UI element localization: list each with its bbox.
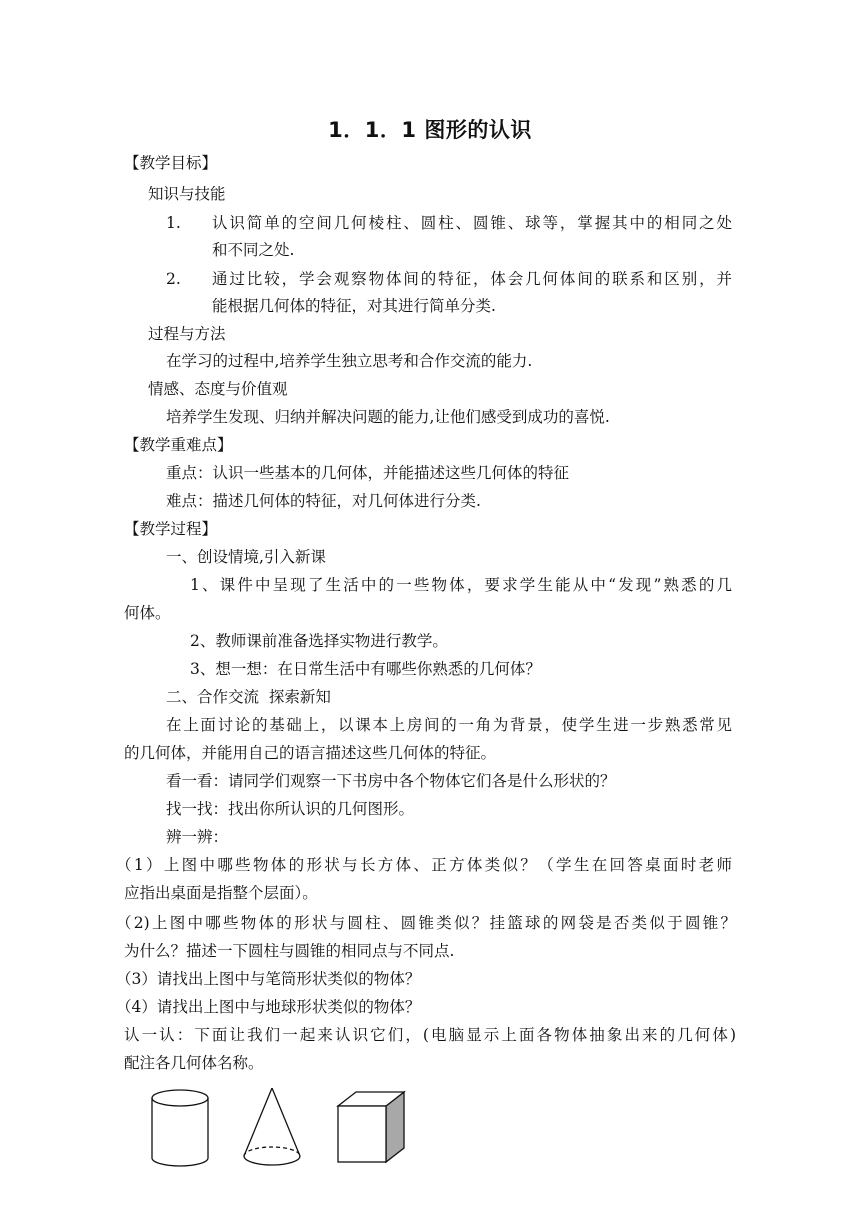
s1-para1-line2: 何体。 <box>124 604 171 622</box>
s1-para3: 3、想一想：在日常生活中有哪些你熟悉的几何体？ <box>190 660 541 678</box>
question2-line2: 为什么？描述一下圆柱与圆锥的相同点与不同点. <box>124 942 455 960</box>
knowledge-heading: 知识与技能 <box>148 185 226 203</box>
emotion-text: 培养学生发现、归纳并解决问题的能力,让他们感受到成功的喜悦. <box>166 408 610 426</box>
s2-para1-line1: 在上面讨论的基础上，以课本上房间的一角为背景，使学生进一步熟悉常见 <box>166 716 732 734</box>
s1-para1-line1: 1、课件中呈现了生活中的一些物体，要求学生能从中“发现”熟悉的几 <box>190 576 732 594</box>
question1-line2: 应指出桌面是指整个层面）。 <box>124 884 318 902</box>
recognize-line2: 配注各几何体名称。 <box>124 1054 264 1072</box>
cube-figure <box>338 1092 404 1162</box>
look-text: 看一看：请同学们观察一下书房中各个物体它们各是什么形状的？ <box>166 772 616 790</box>
section1-heading: 一、创设情境,引入新课 <box>166 548 326 566</box>
goals-heading: 【教学目标】 <box>124 154 218 172</box>
question3: （3）请找出上图中与笔筒形状类似的物体？ <box>116 970 421 988</box>
item2-line2: 能根据几何体的特征，对其进行简单分类. <box>212 297 496 315</box>
item1-line2: 和不同之处. <box>212 241 295 259</box>
geometric-figures <box>148 1088 418 1174</box>
question4: （4）请找出上图中与地球形状类似的物体？ <box>116 998 421 1016</box>
discern-text: 辨一辨： <box>166 828 229 846</box>
item1-number: 1. <box>166 214 181 232</box>
cylinder-figure <box>152 1090 208 1166</box>
process2-heading: 【教学过程】 <box>124 520 218 538</box>
item2-number: 2. <box>166 270 181 288</box>
item2-line1: 通过比较，学会观察物体间的特征，体会几何体间的联系和区别，并 <box>212 270 732 288</box>
s2-para1-line2: 的几何体，并能用自己的语言描述这些几何体的特征。 <box>124 744 497 762</box>
section2-heading: 二、合作交流 探索新知 <box>166 688 331 706</box>
question2-line1: （2)上图中哪些物体的形状与圆柱、圆锥类似？挂篮球的网袋是否类似于圆锥？ <box>116 914 736 932</box>
s1-para2: 2、教师课前准备选择实物进行教学。 <box>190 632 448 650</box>
key-point: 重点：认识一些基本的几何体，并能描述这些几何体的特征 <box>166 464 570 482</box>
process-text: 在学习的过程中,培养学生独立思考和合作交流的能力. <box>166 352 533 370</box>
cone-figure <box>244 1088 300 1165</box>
recognize-line1: 认一认：下面让我们一起来认识它们，(电脑显示上面各物体抽象出来的几何体) <box>124 1026 736 1044</box>
item1-line1: 认识简单的空间几何棱柱、圆柱、圆锥、球等，掌握其中的相同之处 <box>212 214 732 232</box>
find-text: 找一找：找出你所认识的几何图形。 <box>166 800 415 818</box>
question1-line1: （1）上图中哪些物体的形状与长方体、正方体类似？（学生在回答桌面时老师 <box>116 856 732 874</box>
process-heading: 过程与方法 <box>148 325 226 343</box>
difficult-point: 难点：描述几何体的特征，对几何体进行分类. <box>166 492 481 510</box>
page-title: 1．1．1 图形的认识 <box>328 118 532 142</box>
key-heading: 【教学重难点】 <box>124 436 233 454</box>
emotion-heading: 情感、态度与价值观 <box>148 380 288 398</box>
